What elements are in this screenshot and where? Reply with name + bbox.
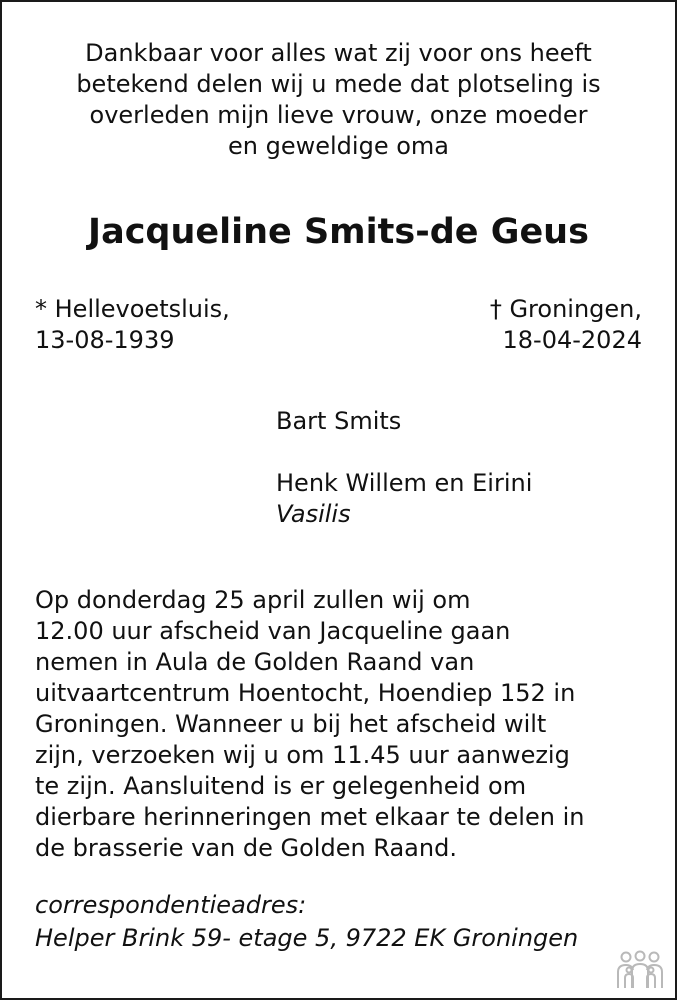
spouse-name: Bart Smits bbox=[276, 407, 402, 435]
children-names: Henk Willem en Eirini bbox=[276, 469, 533, 497]
ceremony-line: uitvaartcentrum Hoentocht, Hoendiep 152 in bbox=[35, 679, 576, 707]
spacer bbox=[276, 437, 532, 468]
birth-date: 13-08-1939 bbox=[35, 326, 175, 354]
death-date: 18-04-2024 bbox=[502, 326, 642, 354]
ceremony-line: dierbare herinneringen met elkaar te delen in bbox=[35, 803, 585, 831]
grandchild-name: Vasilis bbox=[276, 500, 351, 528]
people-group-logo-icon bbox=[615, 950, 665, 990]
intro-line: betekend delen wij u mede dat plotseling is bbox=[76, 70, 601, 98]
ceremony-line: 12.00 uur afscheid van Jacqueline gaan bbox=[35, 617, 511, 645]
death-place: † Groningen, bbox=[489, 295, 642, 323]
ceremony-line: nemen in Aula de Golden Raand van bbox=[35, 648, 475, 676]
intro-line: Dankbaar voor alles wat zij voor ons heeft bbox=[85, 39, 592, 67]
birth-place: * Hellevoetsluis, bbox=[35, 295, 230, 323]
deceased-name: Jacqueline Smits-de Geus bbox=[88, 212, 589, 252]
ceremony-line: Groningen. Wanneer u bij het afscheid wilt bbox=[35, 710, 547, 738]
address-label: correspondentieadres: bbox=[35, 891, 307, 919]
birth-info bbox=[35, 294, 230, 356]
ceremony-line: te zijn. Aansluitend is er gelegenheid om bbox=[35, 772, 527, 800]
ceremony-line: zijn, verzoeken wij u om 11.45 uur aanwezig bbox=[35, 741, 570, 769]
intro-line: overleden mijn lieve vrouw, onze moeder bbox=[89, 101, 588, 129]
death-info bbox=[490, 294, 642, 356]
ceremony-text bbox=[35, 585, 584, 864]
correspondence-address bbox=[35, 889, 578, 955]
ceremony-line: de brasserie van de Golden Raand. bbox=[35, 834, 457, 862]
address-value: Helper Brink 59- etage 5, 9722 EK Groningen bbox=[35, 924, 579, 952]
intro-line: en geweldige oma bbox=[228, 132, 449, 160]
intro-text bbox=[2, 38, 675, 162]
ceremony-line: Op donderdag 25 april zullen wij om bbox=[35, 586, 471, 614]
family-names bbox=[276, 406, 532, 530]
